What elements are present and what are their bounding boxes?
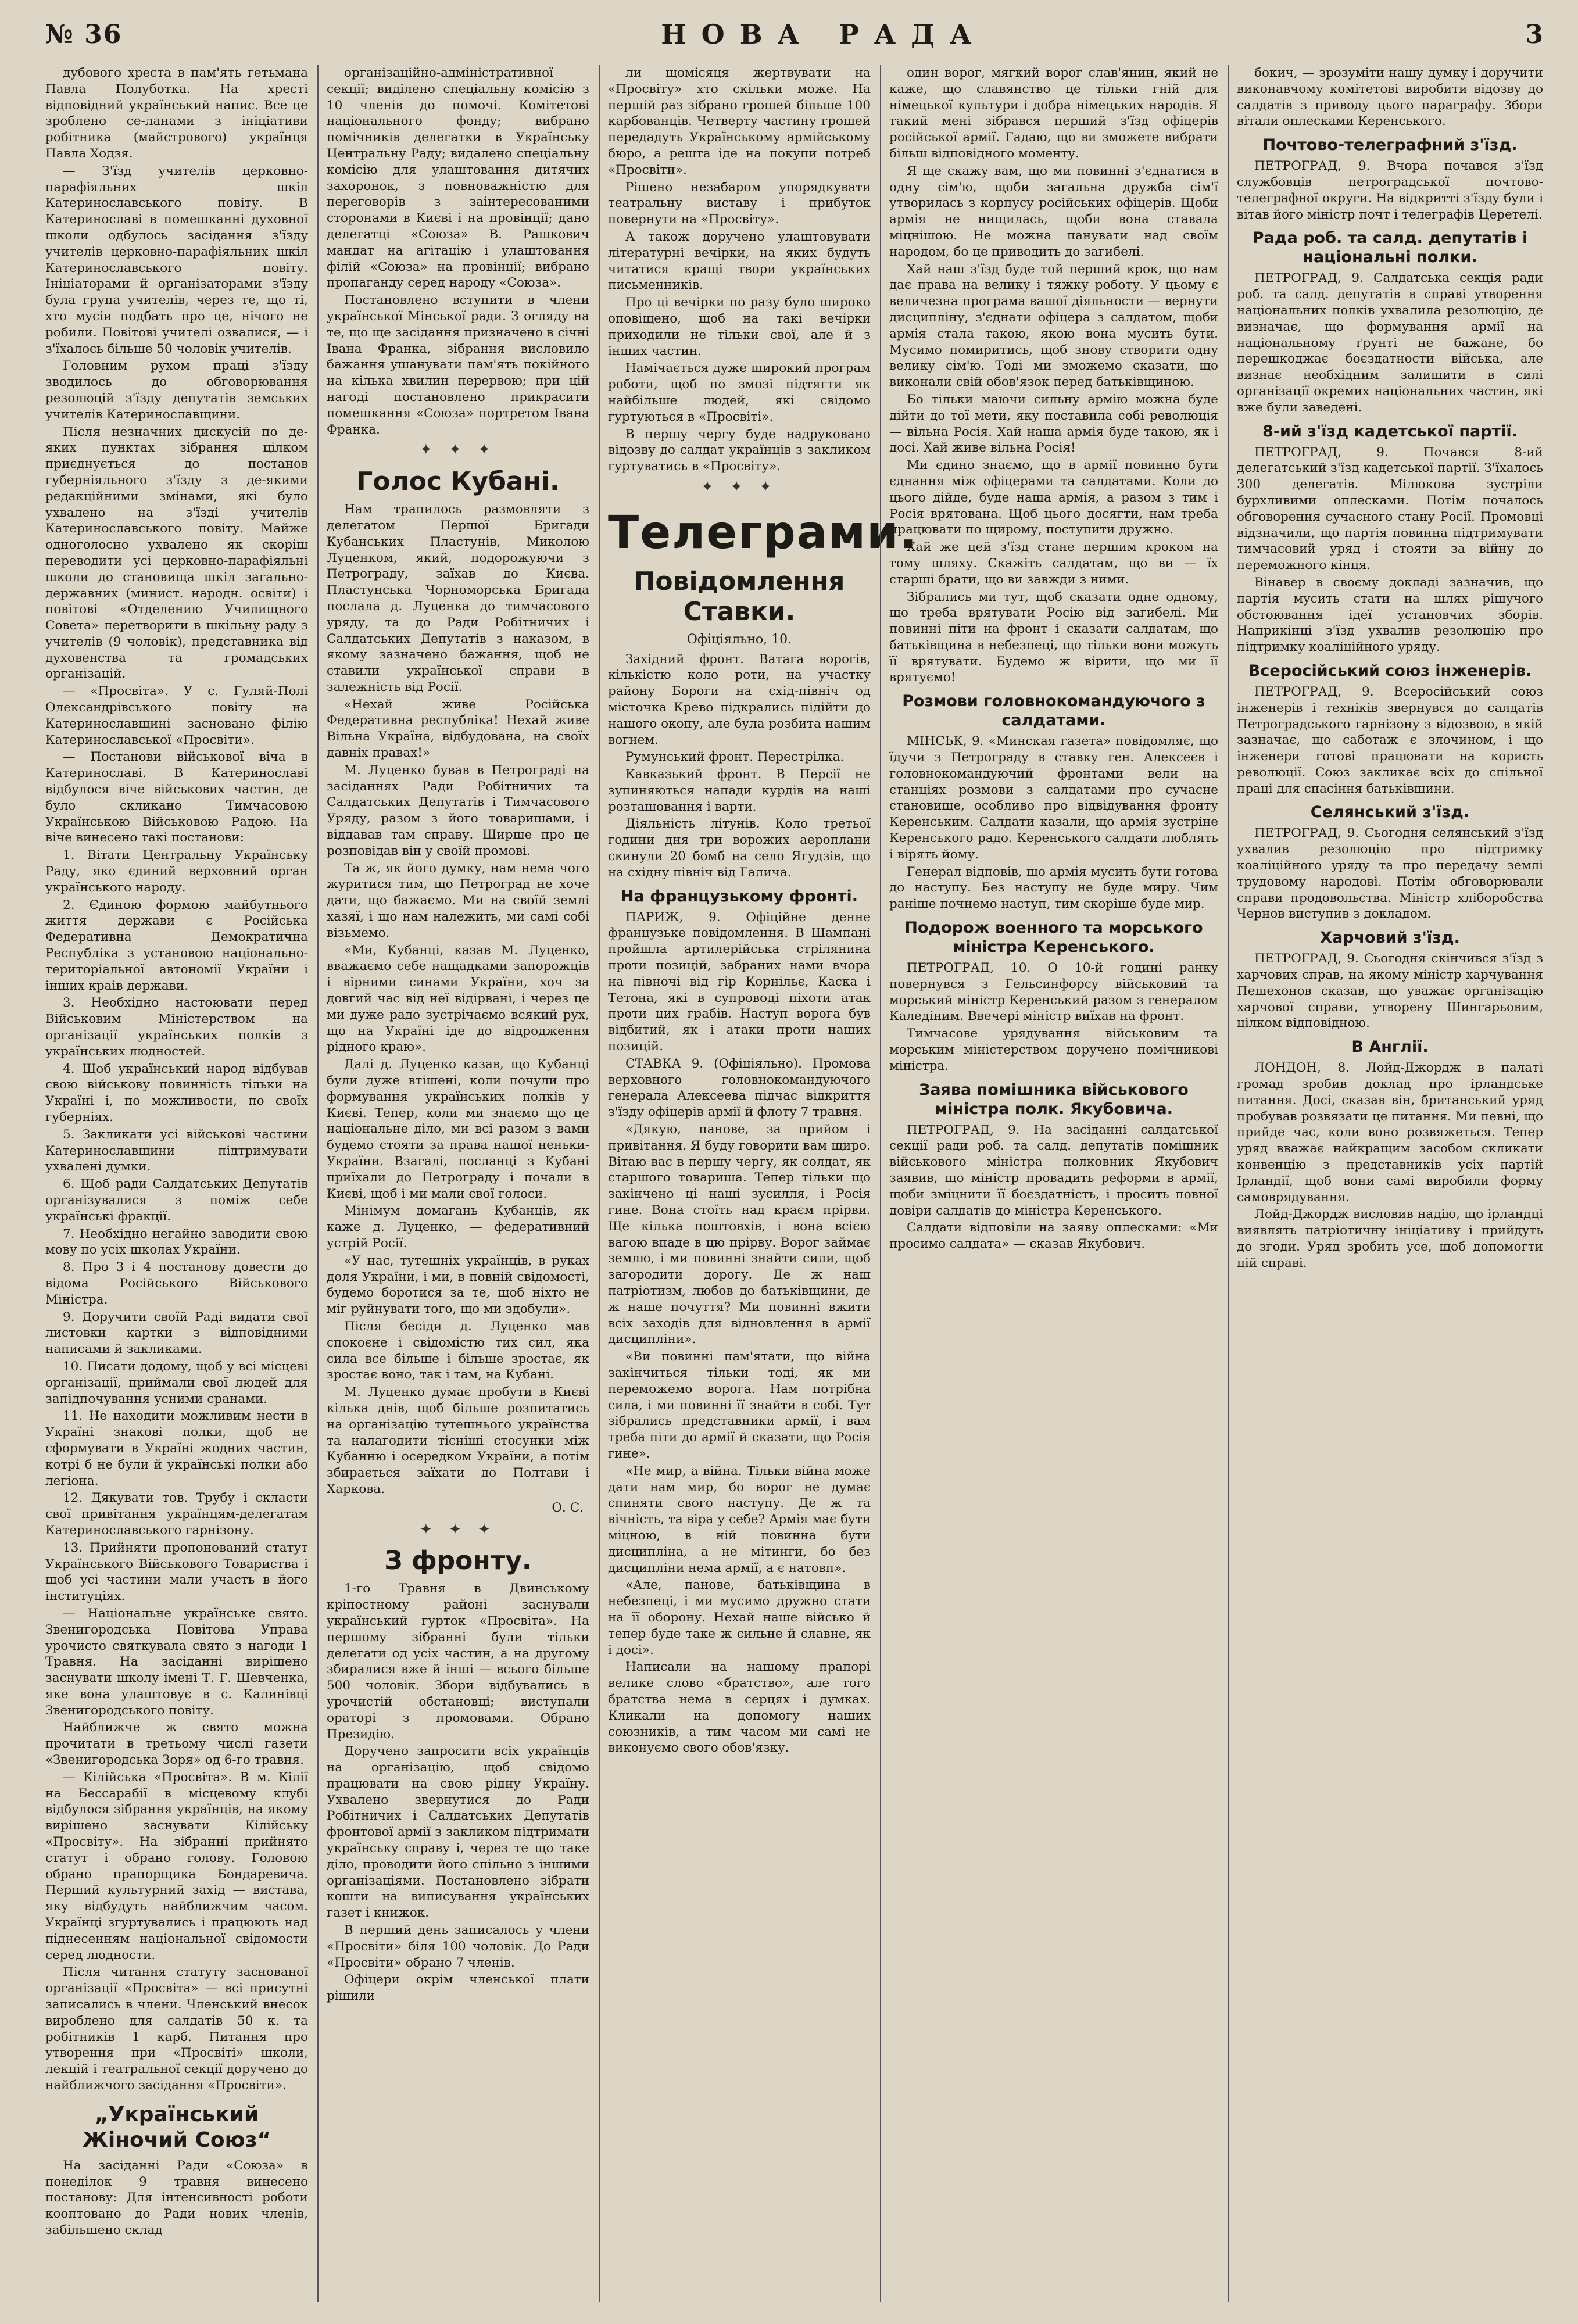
article-paragraph: ПЕТРОГРАД, 9. Вчора почався з'їзд службовців петроградської почтово-телеграфної округи. На відкритті з'їзду були і вітав його міністр почт і телеграфів Церетелі. — [1237, 159, 1543, 222]
article-paragraph: — З'їзд учителів церковно-парафіяльних шкіл Катеринославського повіту. В Катеринославі в помешканні духовної школи одбулось засідання з'їзду учителів церковно-парафіяльних шкіл Катеринославського повіту. Ініціаторами й організаторами з'їзду була група учителів, через те, що ті, хто мусіи подбать про це, нічого не робили. Повітові учителі озвалися, — і з'їхалось більше 50 чоловік учителів. — [45, 163, 308, 356]
article-paragraph: Головним рухом праці з'їзду зводилось до обговорювання резолюцій з'їзду депутатів земських учителів Катеринославщини. — [45, 359, 308, 422]
resolution-item: 13. Прийняти пропонований статут Українського Військового Товариства і щоб усі частини мали участь в його інституціях. — [45, 1540, 308, 1604]
page-header — [45, 17, 1543, 51]
article-paragraph: «Ви повинні пам'ятати, що війна закінчиться тільки тоді, як ми переможемо ворога. Нам потрібна сила, і ми повинні її знайти в собі. Тут зібрались представники армії, і вам треба піти до армії й сказати, що Росія гине». — [608, 1349, 871, 1461]
ornament-divider: ✦ ✦ ✦ — [420, 441, 496, 459]
resolution-item: 10. Писати додому, щоб у всі місцеві організації, приймали свої людей для запідпочування усними сранами. — [45, 1359, 308, 1406]
resolution-item: 8. Про 3 і 4 постанову довести до відома Російського Військового Міністра. — [45, 1260, 308, 1307]
article-paragraph: Салдати відповіли на заяву оплесками: «Ми просимо салдата» — сказав Якубович. — [889, 1220, 1218, 1252]
article-paragraph: ПЕТРОГРАД, 9. Сьогодня селянський з'їзд ухвалив резолюцію про підтримку коаліційного уряду та про передачу землі трудовому народові. Потім обговорювали справи продовольства. Міністр хліборобства Чернов виступив з докладом. — [1237, 826, 1543, 922]
ornament-divider: ✦ ✦ ✦ — [420, 1520, 496, 1538]
article-paragraph: Нам трапилось размовляти з делегатом Першої Бригади Кубанських Пластунів, Миколою Луценком, який, подорожуючи з Петрограду, заїхав до Києва. Пластунська Чорноморська Бригада послала д. Луценка до тимчасового уряду, та до Ради Робітничих і Салдатських Депутатів з наказом, в якому зазначено бажання, щоб не ставили української справи в залежність від Росії. — [327, 502, 589, 694]
headline-inzheneriv: Всеросійський союз інженерів. — [1248, 661, 1532, 680]
headline-pochtovo: Почтово-телеграфний з'їзд. — [1262, 136, 1518, 155]
article-paragraph: ПЕТРОГРАД, 9. Всеросійський союз інженерів і техніків звернувся до салдатів Петроградського гарнізону з відозвою, в якій зазначає, що саботаж є злочином, і що інженери готові працювати на користь революції. Союз закликає всіх до спільної праці для спасіння батьківщини. — [1237, 684, 1543, 796]
article-paragraph: Діяльність літунів. Коло третьої години дня три ворожих аероплани скинули 20 бомб на село Ягудзів, що на східну північ від Галича. — [608, 817, 871, 880]
column-divider — [317, 65, 319, 2302]
article-paragraph: ПЕТРОГРАД, 10. О 10-й годині ранку повернувся з Гельсинфорсу військовий та морський міністр Керенський разом з генералом Каледіним. Ввечері міністр виїхав на фронт. — [889, 961, 1218, 1024]
article-paragraph: — Кілійська «Просвіта». В м. Кілії на Бессарабії в місцевому клубі відбулося зібрання українців, на якому вирішено заснувати Кілійську «Просвіту». На зібранні прийнято статут і обрано голову. Головою обрано прапорщика Бондаревича. Перший культурний захід — вистава, яку відбудуть найближчим часом. Українці згуртувались і працюють над піднесенням національної свідомости серед людности. — [45, 1770, 308, 1963]
article-paragraph: дубового хреста в пам'ять гетьмана Павла Полуботка. На хресті відповідний український напис. Все це зроблено се-ланами з ініціативи робітника (майстрового) українця Павла Ходзя. — [45, 66, 308, 161]
article-signature: О. С. — [552, 1500, 584, 1515]
article-paragraph: бокич, — зрозуміти нашу думку і доручити виконавчому комітетові виробити відозву до салдатів з приводу цього параграфу. Збори вітали оплесками Керенського. — [1237, 66, 1543, 129]
resolution-item: 4. Щоб український народ відбував свою військову повинність тільки на Україні і, по можливости, по своїх губерніях. — [45, 1061, 308, 1125]
issue-number: № 36 — [45, 19, 123, 49]
article-paragraph: — «Просвіта». У с. Гуляй-Полі Олександрівського повіту на Катеринославщині засновано філію Катеринославської «Просвіти». — [45, 684, 308, 747]
headline-v-anglii: В Англії. — [1351, 1038, 1429, 1057]
headline-selianskyi: Селянський з'їзд. — [1310, 803, 1470, 822]
column-1 — [45, 65, 308, 2302]
column-divider — [599, 65, 600, 2302]
article-paragraph: В першу чергу буде надруковано відозву до салдат українців з закликом гуртуватись в «Просвіту». — [608, 427, 871, 474]
article-paragraph: Кавказький фронт. В Персії не зупиняються напади курдів на наші розташовання і варти. — [608, 767, 871, 814]
resolution-item: 11. Не находити можливим нести в Україні знакові полки, щоб не сформувати в Україні жодних частин, котрі б не були й українські полки або легіона. — [45, 1409, 308, 1488]
header-rule — [45, 56, 1543, 58]
article-paragraph: А також доручено улаштовувати літературні вечірки, на яких будуть читатися кращі твори українських письменників. — [608, 229, 871, 293]
article-paragraph: Рішено незабаром упорядкувати театральну виставу і прибуток повернути на «Просвіту». — [608, 180, 871, 227]
article-paragraph: Тимчасове урядування військовим та морським міністерством доручено помічникові міністра. — [889, 1026, 1218, 1073]
headline-telegramy: Телеграми. — [608, 506, 918, 559]
article-paragraph: МІНСЬК, 9. «Минская газета» повідомляє, що їдучи з Петрограду в ставку ген. Алексеєв і головнокомандуючий фронтами вели на станціях розмови з салдатами про сучасне становище, особливо про відвідування фронту Керенським. Салдати казали, що армія зустріне Керенського радо. Керенського салдати люблять і вірять йому. — [889, 734, 1218, 862]
column-divider — [880, 65, 881, 2302]
article-paragraph: 1-го Травня в Двинському кріпостному районі заснували український гурток «Просвіта». На першому зібранні були тільки делегати од усіх частин, а на другому збиралися вже й інші — всього більше 500 чоловік. Збори відбувались в урочистій обстановці; виступали ораторі з промовами. Обрано Президію. — [327, 1581, 589, 1742]
article-paragraph: ПАРИЖ, 9. Офіційне денне французьке повідомлення. В Шампані пройшла артилерійська стрілянина проти позицій, забраних нами вчора на півночі від гір Корнільє, Каска і Тетона, які в супроводі піхоти атак проти цих грабів. Наступ ворога був відбитий, як і атаки проти наших позицій. — [608, 909, 871, 1054]
article-paragraph: «Дякую, панове, за прийом і привітання. Я буду говорити вам щиро. Вітаю вас в першу чергу, як солдат, як старшого товариша. Тепер тільки що закінчено ці наші зусилля, і Росія гине. Вона стоїть над краєм прірви. Ще кілька поштовхів, і вона всією вагою впаде в цю прірву. Ворог займає землю, і ми повинні знайти сили, щоб загородити дорогу. Де ж наш патріотизм, любов до батьківщини, де ж наше почуття? Ми повинні вжити всіх заходів для відновлення в армії дисципліни». — [608, 1122, 871, 1347]
article-paragraph: Генерал відповів, що армія мусить бути готова до наступу. Без наступу не буде миру. Чим раніше почнемо наступ, тим скоріше буде мир. — [889, 864, 1218, 912]
article-paragraph: М. Луценко бував в Петрограді на засіданнях Ради Робітничих та Салдатських Депутатів і Тимчасового Уряду, разом з його товаришами, і віддавав там справу. Ширше про це розповідав він у своїй промові. — [327, 762, 589, 858]
resolution-item: 2. Єдиною формою майбутнього життя держави є Російська Федеративна Демократична Республіка з установою національно-територіальної автономії України і інших краів держави. — [45, 897, 308, 993]
article-paragraph: Доручено запросити всіх українців на організацію, щоб свідомо працювати на свою рідну Україну. Ухвалено звернутися до Ради Робітничих і Салдатських Депутатів фронтової армії з закликом підтримати українську справу і, через те що таке діло, проводити його спільно з іншими організаціями. Постановлено зібрати кошти на виписування українських газет і книжок. — [327, 1744, 589, 1921]
column-5 — [1237, 65, 1543, 2302]
headline-povidomlennia-stavky: Повідомлення Ставки. — [634, 566, 845, 626]
article-paragraph: організаційно-адміністративної секції; виділено спеціальну комісію з 10 членів до помочі. Комітетові національного фонду; вибрано помічників делегатки в Українську Центральну Раду; видалено спеціальну комісію для улаштовання дитячих захоронок, з повноважністю для переговорів з заінтересованими сторонами в Києві і на провінції; дано делегатці «Союза» В. Рашкович мандат на агітацію і улаштовання філій «Союза» на провінції; вибрано пропаганду серед народу «Союза». — [327, 66, 589, 291]
article-quote: «Нехай живе Російська Федеративна республіка! Нехай живе Вільна Україна, відбудована, на своїх давніх правах!» — [327, 697, 589, 761]
article-paragraph: СТАВКА 9. (Офіціяльно). Промова верховного головнокомандуючого генерала Алексеева підчас відкриття з'їзду офіцерів армії й флоту 7 травня. — [608, 1056, 871, 1120]
page-number: 3 — [1525, 19, 1543, 49]
ornament-divider: ✦ ✦ ✦ — [701, 478, 778, 496]
headline-zhinochyi-soiuz: „Український Жіночий Союз“ — [82, 2102, 271, 2152]
article-paragraph: Лойд-Джордж висловив надію, що ірландці виявлять патріотичну ініціативу і прийдуть до згоди. Уряд зробить усе, щоб допомогти цій справі. — [1237, 1207, 1543, 1270]
resolution-item: 5. Закликати усі військові частини Катеринославщини підтримувати ухвалені думки. — [45, 1127, 308, 1174]
article-paragraph: Вінавер в своєму докладі зазначив, що партія мусить стати на шлях рішучого обстоювання ідеї установчих зборів. Наприкінці з'їзд ухвалив резолюцію про підтримку коаліційного уряду. — [1237, 575, 1543, 655]
article-paragraph: Далі д. Луценко казав, що Кубанці були дуже втішені, коли почули про формування українських полків у Києві. Тепер, коли ми знаємо що це національне діло, ми всі разом з вами будемо стояти за права нашої неньки-України. Взагалі, посланці з Кубані приїхали до Петрограду і почали в Києві, щоб і ми мали свої голоси. — [327, 1057, 589, 1201]
headline-kadety: 8-ий з'їзд кадетської партії. — [1262, 422, 1518, 441]
article-paragraph: ПЕТРОГРАД, 9. Сьогодня скінчився з'їзд з харчових справ, на якому міністр харчування Пешехонов сказав, що уважає організацію харчової справи, утворену Шингарьовим, цілком відповідною. — [1237, 951, 1543, 1031]
resolution-item: 1. Вітати Центральну Українську Раду, яко єдиний верховний орган українського народу. — [45, 848, 308, 895]
article-paragraph: ПЕТРОГРАД, 9. Салдатська секція ради роб. та салд. депутатів в справі утворення національних полків ухвалила резолюцію, де визначає, що формування армії на національному ґрунті не бажане, бо перешкоджає боєздатности війська, але визнає необхідним залишити в силі організації окремих національних частин, які вже були заведені. — [1237, 271, 1543, 415]
article-paragraph: Ми єдино знаємо, що в армії повинно бути єднання між офіцерами та салдатами. Коли до цього дійде, буде наша армія, а разом з тим і Росія врятована. Щоб цього досягти, нам треба працювати по щирому, поступити дружно. — [889, 458, 1218, 538]
column-2 — [327, 65, 589, 2302]
article-paragraph: Мінімум домагань Кубанців, як каже д. Луценко, — федеративний устрій Росії. — [327, 1204, 589, 1251]
article-paragraph: «Ми, Кубанці, казав М. Луценко, вважаємо себе нащадками запорожців і вірними синами України, хоч за довгий час від неї відірвані, і через це ми дуже радо зустрічаємо всякий рух, що на Україні іде до відродження рідного краю». — [327, 943, 589, 1055]
article-paragraph: Постановлено вступити в члени української Мінської ради. З огляду на те, що ще засідання призначено в січні Івана Франка, зібрання висловило бажання ушанувати пам'ять покійного на кілька хвилин перервою; при цій нагоді постановлено прикрасити помешкання «Союза» портретом Івана Франка. — [327, 293, 589, 437]
headline-z-frontu: З фронту. — [384, 1546, 532, 1576]
article-paragraph: — Постанови військової віча в Катеринославі. В Катеринославі відбулося віче військових частин, де було скликано Тимчасовою Українською Військовою Радою. На віче винесено такі постанови: — [45, 750, 308, 846]
article-paragraph: «У нас, тутешніх українців, в руках доля України, і ми, в повній свідомості, будемо боротися за те, щоб ніхто не міг руйнувати того, що ми здобули». — [327, 1253, 589, 1317]
headline-zaiava: Заява помішника військового міністра полк. Якубовича. — [919, 1080, 1189, 1118]
column-divider — [1228, 65, 1229, 2302]
article-paragraph: Після бесіди д. Луценко мав спокоєне і свідомістю тих сил, яка сила все більше і більше зростає, як зростає воно, так і там, на Кубані. — [327, 1319, 589, 1383]
article-paragraph: — Національне українське свято. Звенигородська Повітова Управа урочисто святкувала свято з нагоди 1 Травня. На засіданні вирішено заснувати школу імені Т. Г. Шевченка, яке вона улаштовує в с. Калинівці Звенигородського повіту. — [45, 1606, 308, 1718]
article-paragraph: В перший день записалось у члени «Просвіти» біля 100 чоловік. До Ради «Просвіти» обрано 7 членів. — [327, 1923, 589, 1970]
article-paragraph: На засіданні Ради «Союза» в понеділок 9 травня винесено постанову: Для інтенсивності роботи кооптовано до Ради нових членів, забільшено склад — [45, 2158, 308, 2237]
article-paragraph: ли щомісяця жертвувати на «Просвіту» хто скільки може. На першій раз зібрано грошей більше 100 карбованців. Четверту частину грошей передадуть Українському армійському бюро, а решта іде на покупи потреб «Просвіти». — [608, 66, 871, 177]
dateline: Офіціяльно, 10. — [686, 632, 792, 647]
article-paragraph: «Не мир, а війна. Тільки війна може дати нам мир, бо ворог не думає спиняти свого наступу. Де ж та вічність, та віра у себе? Армія має бути міцною, в ній повинна бути дисципліна, а не мітинги, бо без дисципліни нема армії, а є натовп». — [608, 1463, 871, 1575]
resolution-item: 6. Щоб ради Салдатських Депутатів організувалися з поміж себе українські фракції. — [45, 1177, 308, 1224]
headline-podorozh: Подорож военного та морського міністра Керенського. — [904, 919, 1203, 957]
article-paragraph: «Але, панове, батьківщина в небезпеці, і ми мусимо дружно стати на її оборону. Нехай наше військо й тепер буде таке ж сильне й славне, як і досі». — [608, 1578, 871, 1657]
resolution-item: 7. Необхідно негайно заводити свою мову по усіх школах України. — [45, 1226, 308, 1258]
article-paragraph: Зібрались ми тут, щоб сказати одне одному, що треба врятувати Росію від загибелі. Ми повинні піти на фронт і сказати салдатам, що батьківщина в небезпеці, що тільки вони можуть її врятувати. Будемо ж вірити, що ми її врятуємо! — [889, 589, 1218, 685]
paper-title: НОВА РАДА — [661, 19, 987, 50]
article-paragraph: Після читання статуту заснованої організації «Просвіта» — всі присутні записались в члени. Членський внесок вироблено для салдатів 50 к. та робітників 1 карб. Питання про утворення при «Просвіті» школи, лекцій і театральної секції доручено до найближчого засідання «Просвіти». — [45, 1965, 308, 2093]
article-paragraph: Найближче ж свято можна прочитати в третьому числі газети «Звенигородська Зоря» од 6-го травня. — [45, 1720, 308, 1768]
article-paragraph: Західний фронт. Ватага ворогів, кількістю коло роти, на участку району Бороги на схід-північ од місточка Крево підкрались підійти до нашого окопу, але була розбита нашим вогнем. — [608, 651, 871, 747]
article-paragraph: один ворог, мягкий ворог слав'янин, який не каже, що славянство це тільки гній для німецької культури і добра німецьких народів. Я такий мені зібрався перший з'їзд офіцерів російської армії. Гадаю, що ви зможете вибрати більш відповідного моменту. — [889, 66, 1218, 161]
headline-rada-polky: Рада роб. та салд. депутатів і національні полки. — [1252, 229, 1528, 267]
article-paragraph: Хай наш з'їзд буде той перший крок, що нам дає права на велику і тяжку роботу. У цьому є величезна програма вашої діяльности — вернути дисципліну, з'єднати офіцера з салдатом, щоби армія стала такою, якою вона мусить бути. Мусимо помиритись, щоб знову створити одну велику сім'ю. Тоді ми зможемо сказати, що виконали свій обов'язок перед батьківщиною. — [889, 262, 1218, 390]
headline-french-front: На французькому фронті. — [620, 887, 858, 905]
article-paragraph: Офіцери окрім членської плати рішили — [327, 1972, 589, 2004]
headline-kharchovyi: Харчовий з'їзд. — [1320, 929, 1460, 947]
article-paragraph: Та ж, як його думку, нам нема чого журитися тим, що Петроград не хоче дати, що бажаємо. Ми на своїй землі хазяї, і що нам належить, ми самі собі візьмемо. — [327, 861, 589, 940]
headline-rozmovy: Розмови головнокомандуючого з салдатами. — [902, 692, 1205, 730]
article-paragraph: ЛОНДОН, 8. Лойд-Джордж в палаті громад зробив доклад про ірландське питання. Досі, сказав він, британський уряд пробував розвязати це питання. Ми певні, що прийде час, коли воно розвяжеться. Тепер уряд вважає найкращим засобом скликати конвенцію з представників усіх партій Ірландії, щоб вони самі виробили форму самоврядування. — [1237, 1061, 1543, 1205]
article-paragraph: Я ще скажу вам, що ми повинні з'єднатися в одну сім'ю, щоби загальна дружба сім'ї утворилась з корпусу російських офіцерів. Щоби армія не нищилась, щоби вона ставала міцнішою. Не можна панувати над своїм народом, бо це приводить до загибелі. — [889, 163, 1218, 259]
article-paragraph: Про ці вечірки по разу було широко оповіщено, щоб на такі вечірки приходили не тільки свої, але й з інших частин. — [608, 295, 871, 359]
article-paragraph: Намічається дуже широкий програм роботи, щоб по змозі підтягти як найбільше людей, які свідомо гуртуються в «Просвіті». — [608, 361, 871, 424]
headline-holos-kubani: Голос Кубані. — [356, 467, 560, 497]
article-paragraph: Хай же цей з'їзд стане першим кроком на тому шляху. Скажіть салдатам, що ви — їх старші брати, що ви завжди з ними. — [889, 540, 1218, 587]
resolution-item: 12. Дякувати тов. Трубу і скласти свої привітання українцям-делегатам Катеринославського гарнізону. — [45, 1491, 308, 1538]
column-4 — [889, 65, 1218, 2302]
article-paragraph: Румунський фронт. Перестрілка. — [625, 750, 845, 765]
resolution-item: 3. Необхідно настоювати перед Військовим Міністерством на організації українських полків з українських людностей. — [45, 996, 308, 1059]
article-paragraph: Після незначних дискусій по де-яких пунктах зібрання цілком приєднується до постанов губерніяльного з'їзду з де-якими редакційними змінами, які було ухвалено на з'їзді учителів Катеринославського повіту. Майже одноголосно ухвалено як скоріш переводити усі церковно-парафіяльні школи до становища шкіл загально-державних (минист. народн. освіти) і повітові «Отделению Училищного Совета» перетворити в шкільну раду з учителів (9 чоловік), представника від духовенства та громадських організацій. — [45, 424, 308, 682]
article-paragraph: Написали на нашому прапорі велике слово «братство», але того братства нема в серцях і думках. Кликали на допомогу наших союзників, а тим часом ми самі не виконуємо свого обов'язку. — [608, 1660, 871, 1756]
article-paragraph: М. Луценко думає пробути в Києві кілька днів, щоб більше розпитатись на організацію тутешнього українства та налагодити тісніші стосунки між Кубанню і осередком України, а потім збирається заїхати до Полтави і Харкова. — [327, 1385, 589, 1496]
article-paragraph: ПЕТРОГРАД, 9. Почався 8-ий делегатський з'їзд кадетської партії. З'їхалось 300 делегатів. Мілюкова зустріли бурхливими оплесками. Потім почалось обговорення сучасного стану Росії. Промовці відзначили, що партія повинна підтримувати тимчасовий уряд і стояти за війну до переможного кінця. — [1237, 445, 1543, 573]
resolution-item: 9. Доручити своїй Раді видати свої листовки картки з відповідними написами й закликами. — [45, 1309, 308, 1357]
article-paragraph: Бо тільки маючи сильну армію можна буде дійти до тої мети, яку поставила собі революція — вільна Росія. Хай наша армія буде такою, як і досі. Хай живе вільна Росія! — [889, 392, 1218, 456]
column-3 — [608, 65, 918, 2302]
article-paragraph: ПЕТРОГРАД, 9. На засіданні салдатської секції ради роб. та салд. депутатів помішник військового міністра полковник Якубович заявив, що міністр провадить реформи в армії, щоби зміцнити її боєздатність, і просить повної довіри салдатів до міністра Керенського. — [889, 1122, 1218, 1218]
